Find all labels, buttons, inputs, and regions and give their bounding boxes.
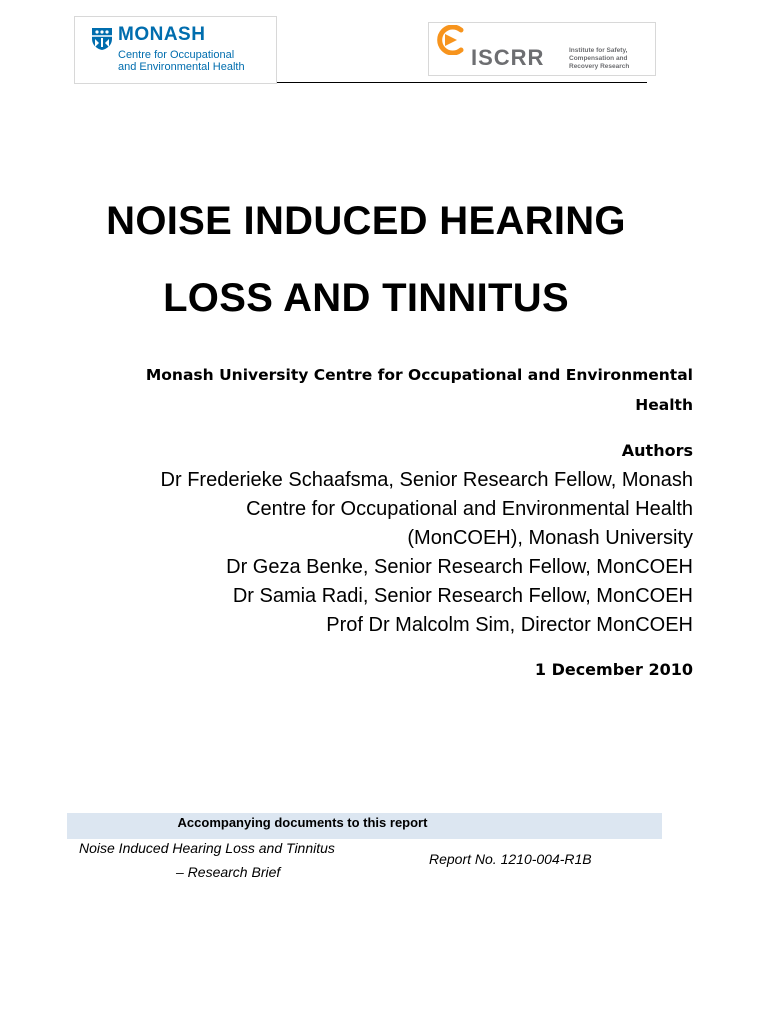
author-line: (MonCOEH), Monash University	[407, 527, 693, 549]
iscrr-logo-desc-line1: Institute for Safety,	[569, 47, 628, 54]
iscrr-logo-name: ISCRR	[471, 45, 545, 70]
header-divider	[277, 82, 647, 83]
accompanying-report-number: Report No. 1210-004-R1B	[429, 851, 592, 867]
accompanying-document-title-line2: – Research Brief	[176, 864, 281, 880]
monash-logo	[74, 16, 277, 84]
monash-crest-icon	[91, 27, 113, 56]
author-line: Dr Frederieke Schaafsma, Senior Research Fellow, Monash	[160, 469, 693, 491]
monash-logo-subtitle-line1: Centre for Occupational	[118, 49, 235, 61]
organisation-line1: Monash University Centre for Occupational and Environmental	[145, 366, 693, 384]
accompanying-document-title-line1: Noise Induced Hearing Loss and Tinnitus	[79, 840, 335, 856]
authors-heading: Authors	[621, 441, 693, 460]
accompanying-documents-header	[67, 813, 662, 839]
monash-logo-subtitle-line2: and Environmental Health	[118, 61, 245, 73]
iscrr-logo	[428, 22, 656, 76]
document-title-line2: LOSS AND TINNITUS	[163, 276, 569, 320]
organisation-line2: Health	[635, 396, 693, 414]
author-line: Centre for Occupational and Environmental Health	[246, 498, 693, 520]
report-date: 1 December 2010	[534, 660, 693, 679]
author-line: Dr Geza Benke, Senior Research Fellow, MonCOEH	[226, 556, 693, 578]
author-line: Prof Dr Malcolm Sim, Director MonCOEH	[326, 614, 693, 636]
accompanying-documents-heading: Accompanying documents to this report	[177, 815, 428, 830]
author-line: Dr Samia Radi, Senior Research Fellow, MonCOEH	[232, 585, 693, 607]
iscrr-logo-desc-line2: Compensation and	[569, 55, 628, 62]
document-title-line1: NOISE INDUCED HEARING	[106, 199, 626, 243]
iscrr-play-mark-icon	[433, 25, 469, 60]
iscrr-logo-desc-line3: Recovery Research	[569, 63, 630, 70]
monash-logo-name: MONASH	[118, 24, 206, 45]
